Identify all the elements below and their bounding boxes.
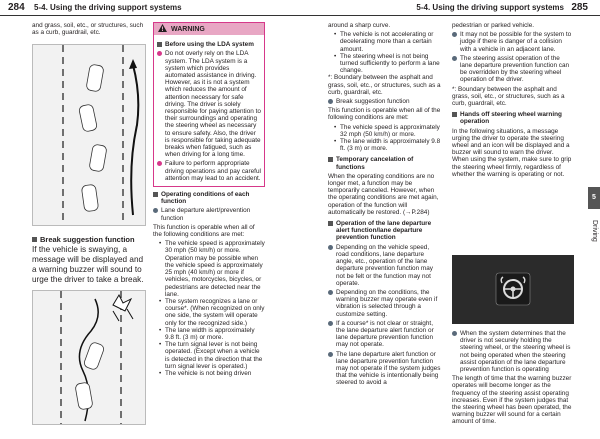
c1-break-item-2: • The lane width is approximately 9.8 ft. (3 m) or more. (334, 138, 441, 153)
ops-item-1-text: The vehicle speed is approximately 30 mph (50 km/h) or more. Operation may be possible when the vehicle speed is approximately 25 mph (40 km/h) or more if vehicles, motorcycles, bicycles, or pedestrians are detected near the lane. (165, 240, 265, 298)
c1-op-bullet-2 (328, 289, 442, 318)
c2-after-bullet-text: When the system determines that the driver is not securely holding the steering wheel, or the steering wheel is not being operated when the steering assist operation of the lane departure prevention function is operating (460, 330, 571, 374)
warning-bullet-2 (157, 160, 261, 182)
break-suggestion-illustration (32, 290, 146, 425)
hands-off-paragraph: In the following situations, a message urging the driver to operate the steering wheel and an icon will be displayed and a buzzer will sound to warn the driver. When using the system, make sure to grip the steering wheel firmly, regardless of whether the warning is operating or not. (452, 127, 572, 178)
ops-item-4: • The turn signal lever is not being operated. (Except when a vehicle is detected in the direction that the turn signal lever is operated.) (153, 341, 265, 370)
left-header (0, 0, 300, 16)
c1-item-3: • The steering wheel is not being turned sufficiently to perform a lane change. (328, 53, 442, 75)
c1-op-bullet-2-text: Depending on the conditions, the warning buzzer may operate even if vibration is selected through a customize setting. (336, 288, 438, 318)
c2-after-bullet (452, 330, 572, 373)
c2-bullet-1-text: It may not be possible for the system to judge if there is danger of a collision with a vehicle in an adjacent lane. (460, 31, 572, 53)
c1-item-2: • The vehicle is not accelerating or decelerating more than a certain amount. (328, 31, 442, 53)
ops-item-2: • The system recognizes a lane or course*. (When recognized on only one side, the system will operate only for the recognized side.) (159, 297, 265, 327)
c2-bullet-2-text: The steering assist operation of the lane departure prevention function can be overridden by the steering wheel operation of the driver. (460, 54, 570, 84)
right-column-2-lower (452, 330, 572, 428)
hands-off-heading (452, 111, 572, 125)
warning-title: WARNING (171, 25, 205, 33)
c1-op-bullet-3-text: If a course* is not clear or straight, the lane departure alert function or lane departure prevention function may not operate. (336, 319, 434, 349)
chapter-tab: 5 (588, 187, 600, 209)
c2-bullet-1 (452, 31, 572, 53)
temporary-cancelation-heading (328, 156, 442, 170)
warning-triangle-icon (158, 24, 167, 34)
warning-bullet-1 (157, 50, 261, 158)
c1-item-3-text: The steering wheel is not being turned sufficiently to perform a lane change. (340, 52, 440, 75)
c1-break-intro: This function is operable when all of the following conditions are met: (328, 107, 441, 122)
break-suggestion-heading (32, 236, 144, 243)
c1-op-bullet-4-text: The lane departure alert function or lane departure prevention function may not operate if the system judges that the vehicle is intentionally being steered to avoid a (336, 350, 441, 387)
warning-bullet-2-text: Failure to perform appropriate driving operations and pay careful attention may lead to an accident. (165, 160, 261, 182)
lda-operation-heading (328, 220, 442, 242)
left-section-title: 5-4. Using the driving support systems (34, 3, 182, 12)
c1-break-item-1: • The vehicle speed is approximately 32 mph (50 km/h) or more. (328, 124, 442, 138)
ops-item-5: • The vehicle is not being driven (159, 369, 252, 377)
c1-break-item-1-text: The vehicle speed is approximately 32 mph (50 km/h) or more. (340, 123, 440, 138)
lane-swaying-illustration (32, 44, 146, 226)
left-column-1 (32, 22, 144, 38)
c1-op-bullet-4 (328, 351, 442, 387)
ops-item-1: • The vehicle speed is approximately 30 mph (50 km/h) or more. Operation may be possible when the vehicle speed is approximately 25 mph (40 km/h) or more if vehicles, motorcycles, bicycles, or pedestrians are detected near the lane. (159, 240, 265, 298)
right-column-1 (328, 22, 442, 389)
c2-bullet-2 (452, 55, 572, 84)
ops-item-4-text: The turn signal lever is not being operated. (Except when a vehicle is detected in the direction that the turn signal lever is operated.) (165, 341, 263, 370)
ops-bullet-text: Lane departure alert/prevention function (161, 207, 251, 222)
operating-conditions-heading-text: Operating conditions of each function (161, 191, 250, 206)
chapter-tab-label: Driving (591, 220, 598, 242)
c1-op-bullet-1-text: Depending on the vehicle speed, road conditions, lane departure angle, etc., operation of the lane departure prevention function may not be felt or the function may not operate. (336, 243, 433, 287)
left-col1-top-text: and grass, soil, etc., or structures, such as a curb, guardrail, etc. (32, 22, 144, 37)
c1-item-2-text: The vehicle is not accelerating or decelerating more than a certain amount. (340, 31, 434, 53)
c1-op-bullet-3 (328, 320, 442, 349)
warning-bullet-1-text: Do not overly rely on the LDA system. The LDA system is a system which provides automated assistance in driving. However, as it is not a system which reduces the amount of attention necessary for safe driving. The driver is solely responsible for paying attention to their surroundings and operating the steering wheel as necessary to ensure safety. Also, the driver is responsible for taking adequate breaks when fatigued, such as when driving for a long time. (165, 50, 261, 159)
warning-body (154, 35, 264, 186)
warning-subheading-text: Before using the LDA system (165, 41, 254, 49)
left-column-1-lower (32, 232, 144, 287)
ops-item-5-text: The vehicle is not being driven (165, 369, 252, 377)
right-page-number: 285 (571, 2, 588, 13)
c2-after-paragraph: The length of time that the warning buzzer operates will become longer as the frequency of the steering assist operating increases. Even if the system judges that the steering wheel has been operated, the warning buzzer will sound for a certain amount of time. (452, 375, 572, 426)
ops-item-3: • The lane width is approximately 9.8 ft. (3 m) or more. (153, 327, 265, 341)
break-suggestion-paragraph: If the vehicle is swaying, a message will be displayed and a warning buzzer will sound to urge the driver to take a break. (32, 245, 144, 285)
temporary-cancelation-heading-text: Temporary cancelation of functions (336, 156, 414, 171)
c1-break-bullet (328, 98, 442, 105)
right-page (300, 0, 600, 439)
ops-item-2-text: The system recognizes a lane or course*. (When recognized on only one side, the system will operate only for the recognized side.) (165, 297, 265, 327)
lda-operation-heading-text: Operation of the lane departure alert function/lane departure prevention function (336, 220, 432, 242)
right-section-title: 5-4. Using the driving support systems (416, 3, 564, 12)
warning-box (153, 22, 265, 187)
warning-subheading (157, 41, 261, 48)
right-header (300, 0, 600, 16)
c2-footnote: *: Boundary between the asphalt and grass, soil, etc., or structures, such as a curb, guardrail, etc. (452, 85, 565, 108)
ops-item-3-text: The lane width is approximately 9.8 ft. (3 m) or more. (165, 326, 255, 341)
ops-bullet (153, 207, 265, 221)
left-column-2 (153, 22, 265, 377)
temporary-cancelation-paragraph: When the operating conditions are no longer met, a function may be temporarily canceled. However, when the operating conditions are met again, operation of the function will automatically be restored. (→P.284) (328, 172, 439, 216)
c2-top-text: pedestrian or parked vehicle. (452, 22, 535, 29)
c1-break-item-2-text: The lane width is approximately 9.8 ft. (3 m) or more. (340, 138, 441, 153)
hands-off-heading-text: Hands off steering wheel warning operation (460, 111, 562, 126)
break-suggestion-heading-text: Break suggestion function (40, 235, 135, 244)
c1-break-bullet-text: Break suggestion function (336, 98, 410, 106)
steering-wheel-warning-display (452, 255, 574, 324)
warning-header (154, 23, 264, 35)
right-column-2 (452, 22, 572, 180)
left-page-number: 284 (8, 2, 25, 13)
operating-conditions-heading (153, 191, 265, 205)
c1-op-bullet-1 (328, 244, 442, 287)
ops-intro: This function is operable when all of the following conditions are met: (153, 223, 255, 239)
c1-item-1: around a sharp curve. (328, 22, 391, 29)
c1-footnote: *: Boundary between the asphalt and grass, soil, etc., or structures, such as a curb, guardrail, etc. (328, 74, 441, 96)
